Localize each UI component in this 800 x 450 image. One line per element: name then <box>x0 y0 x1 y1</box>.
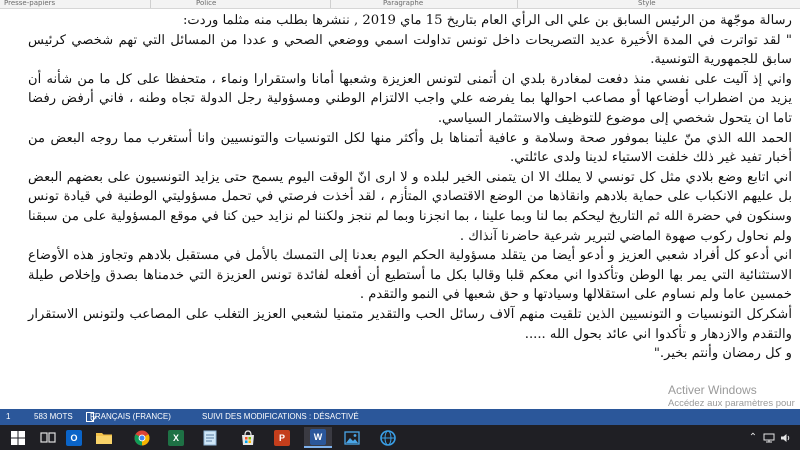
doc-paragraph[interactable]: " لقد تواترت في المدة الأخيرة عديد التصريحات داخل تونس تداولت اسمي ووضعي الصحي و عددا من المسائل التي تهم شخصي كرئيس سابق للجمهورية التونسية. <box>28 32 792 68</box>
doc-paragraph[interactable]: أشكركل التونسيات و التونسيين الذين تلقيت منهم آلاف رسائل الحب والتقدير متمنيا لشعبي العزيز التغلب على المصاعب ولتونس الاستقرار والتقدم والازدهار و تأكدوا اني عائد بحول الله ..... <box>28 306 792 342</box>
store-icon <box>240 430 256 446</box>
watermark-subtitle: Accédez aux paramètres pour <box>668 398 795 409</box>
folder-icon <box>95 430 113 445</box>
ribbon-separator <box>330 0 331 8</box>
page-indicator[interactable]: 1 <box>6 412 11 421</box>
edge-button[interactable] <box>374 427 402 448</box>
ribbon-separator <box>517 0 518 8</box>
word-count[interactable]: 583 MOTS <box>34 412 73 421</box>
track-changes-status[interactable]: SUIVI DES MODIFICATIONS : DÉSACTIVÉ <box>202 412 359 421</box>
notepad-button[interactable] <box>196 427 224 448</box>
store-button[interactable] <box>234 427 262 448</box>
word-icon: W <box>310 429 326 445</box>
notepad-icon <box>203 430 217 446</box>
doc-paragraph[interactable]: واني إذ آليت على نفسي منذ دفعت لمغادرة بلدي ان أتمنى لتونس العزيزة وشعبها أمانا واستقرارا ونماء ، متحفظا على كل ما من شأنه أن يزيد من اضطراب أوضاعها أو مصاعب احوالها بما يفرضه علي واجب الالتزام الوطني ومسؤولية رجل الدولة تجاه وطنه ، فاني أرفض رفضا تاما ان يتحول شخصي إلى موضوع للتوظيف والاستثمار السياسي. <box>28 71 792 126</box>
ribbon-group-paragraph: Paragraphe <box>383 0 424 7</box>
watermark-title: Activer Windows <box>668 383 757 397</box>
windows-taskbar <box>0 425 800 450</box>
ribbon-group-style: Style <box>638 0 656 7</box>
photos-icon <box>344 431 360 445</box>
system-tray-arrow[interactable] <box>746 425 760 450</box>
word-button[interactable] <box>304 427 332 448</box>
outlook-icon: O <box>66 430 82 446</box>
network-icon <box>763 433 775 443</box>
outlook-button[interactable] <box>60 427 88 448</box>
excel-icon: X <box>168 430 184 446</box>
ribbon-group-clipboard: Presse-papiers <box>4 0 56 7</box>
document-page[interactable] <box>0 9 800 409</box>
doc-paragraph[interactable]: اني أدعو كل أفراد شعبي العزيز و أدعو أيضا من يتقلد مسؤولية الحكم اليوم بعدنا إلى التمسك بالأمل في مستقبل بلادهم وتجاوز هذه الأوضاع الاستثنائية التي يمر بها الوطن وتأكدوا اني معكم قلبا وقالبا بكل ما أستطيع أن أفعله لفائدة تونس العزيزة التي خدمناها بصدق وإخلاص طيلة خمسين عاما ولم نساوم على استقلالها وسيادتها و حق شعبها في النمو والتقدم . <box>28 248 792 303</box>
powerpoint-icon: P <box>274 430 290 446</box>
excel-button[interactable] <box>162 427 190 448</box>
document-body[interactable] <box>28 11 792 364</box>
volume-button[interactable] <box>778 425 794 450</box>
chrome-button[interactable] <box>128 427 156 448</box>
ribbon-group-labels <box>0 0 800 9</box>
doc-paragraph-heading[interactable]: رسالة موجّهة من الرئيس السابق بن علي الى الرأي العام بتاريخ 15 ماي 2019 , ننشرها بطلب منه مثلما وردت: <box>182 13 792 28</box>
start-button[interactable] <box>4 427 32 448</box>
chrome-icon <box>134 430 150 446</box>
taskview-button[interactable] <box>34 427 62 448</box>
language-indicator[interactable]: FRANÇAIS (FRANCE) <box>90 412 171 421</box>
activate-windows-watermark <box>668 383 795 411</box>
chevron-up-icon: ⌃ <box>748 432 758 443</box>
doc-paragraph[interactable]: و كل رمضان وأنتم بخير." <box>653 346 792 362</box>
speaker-icon <box>780 433 792 443</box>
network-button[interactable] <box>762 425 776 450</box>
doc-paragraph[interactable]: الحمد الله الذي منّ علينا بموفور صحة وسلامة و عافية أتمناها بل وأكثر منها لكل التونسيات والتونسيين وانا أستغرب مما روجه البعض من أخبار تفيد غير ذلك خلفت الاستياء لدينا ولدى عائلتي. <box>28 130 792 166</box>
windows-logo-icon <box>11 431 25 445</box>
task-view-icon <box>40 431 56 445</box>
doc-paragraph[interactable]: اني اتابع وضع بلادي مثل كل تونسي لا يملك الا ان يتمنى الخير لبلده و لا ارى انّ الوقت اليوم يسمح حتى يزايد التونسيون على بعضهم البعض بل عليهم الانكباب على حماية بلادهم وانقاذها من الوضع الاقتصادي المتأزم ، لقد أخذت فرصتي في تحمل مسؤوليتي الوطنية في قيادة تونس وسنكون في حضرة الله ثم التاريخ ليحكم بما لنا وبما علينا ، بما انجزنا وبما لم ننجز ولكننا لم نزايد حين كنا في موقع المسؤولية على من سبقنا ولم نحاول ركوب صهوة الماضي لتبرير شرعية حاضرنا آنذاك . <box>28 169 792 244</box>
internet-icon <box>380 430 396 446</box>
ribbon-separator <box>150 0 151 8</box>
powerpoint-button[interactable] <box>268 427 296 448</box>
file-explorer-button[interactable] <box>90 427 118 448</box>
ribbon-group-font: Police <box>196 0 217 7</box>
status-bar <box>0 409 800 425</box>
photos-button[interactable] <box>338 427 366 448</box>
